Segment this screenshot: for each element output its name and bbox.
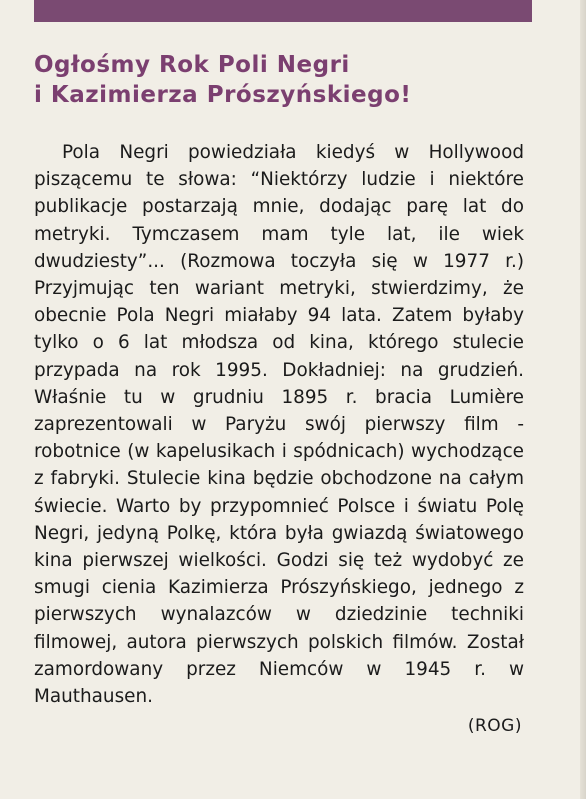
- article-title: [34, 50, 534, 110]
- page-edge-shadow: [580, 0, 586, 799]
- article-signature: (ROG): [467, 716, 522, 736]
- article-title-line-2: i Kazimierza Prószyńskiego!: [34, 82, 412, 108]
- article-body: Pola Negri powiedziała kiedyś w Hollywood piszącemu te słowa: “Niektórzy ludzie i niektóre publikacje postarzają mnie, dodając parę lat do metryki. Tymczasem mam tyle lat, ile wiek dwudziesty”... (Rozmowa toczyła się w 1977 r.) Przyjmując ten wariant metryki, stwierdzimy, że obecnie Pola Negri miałaby 94 lata. Zatem byłaby tylko o 6 lat młodsza od kina, którego stulecie przypada na rok 1995. Dokładniej: na grudzień. Właśnie tu w grudniu 1895 r. bracia Lumière zaprezentowali w Paryżu swój pierwszy film - robotnice (w kapelusikach i spódnicach) wychodzące z fabryki. Stulecie kina będzie obchodzone na całym świecie. Warto by przypomnieć Polsce i światu Polę Negri, jedyną Polkę, która była gwiazdą światowego kina pierwszej wielkości. Godzi się też wydobyć ze smugi cienia Kazimierza Prószyńskiego, jednego z pierwszych wynalazców w dziedzinie techniki filmowej, autora pierwszych polskich filmów. Został zamordowany przez Niemców w 1945 r. w Mauthausen.: [34, 142, 524, 708]
- article-title-line-1: Ogłośmy Rok Poli Negri: [34, 52, 350, 78]
- top-color-bar: [34, 0, 532, 22]
